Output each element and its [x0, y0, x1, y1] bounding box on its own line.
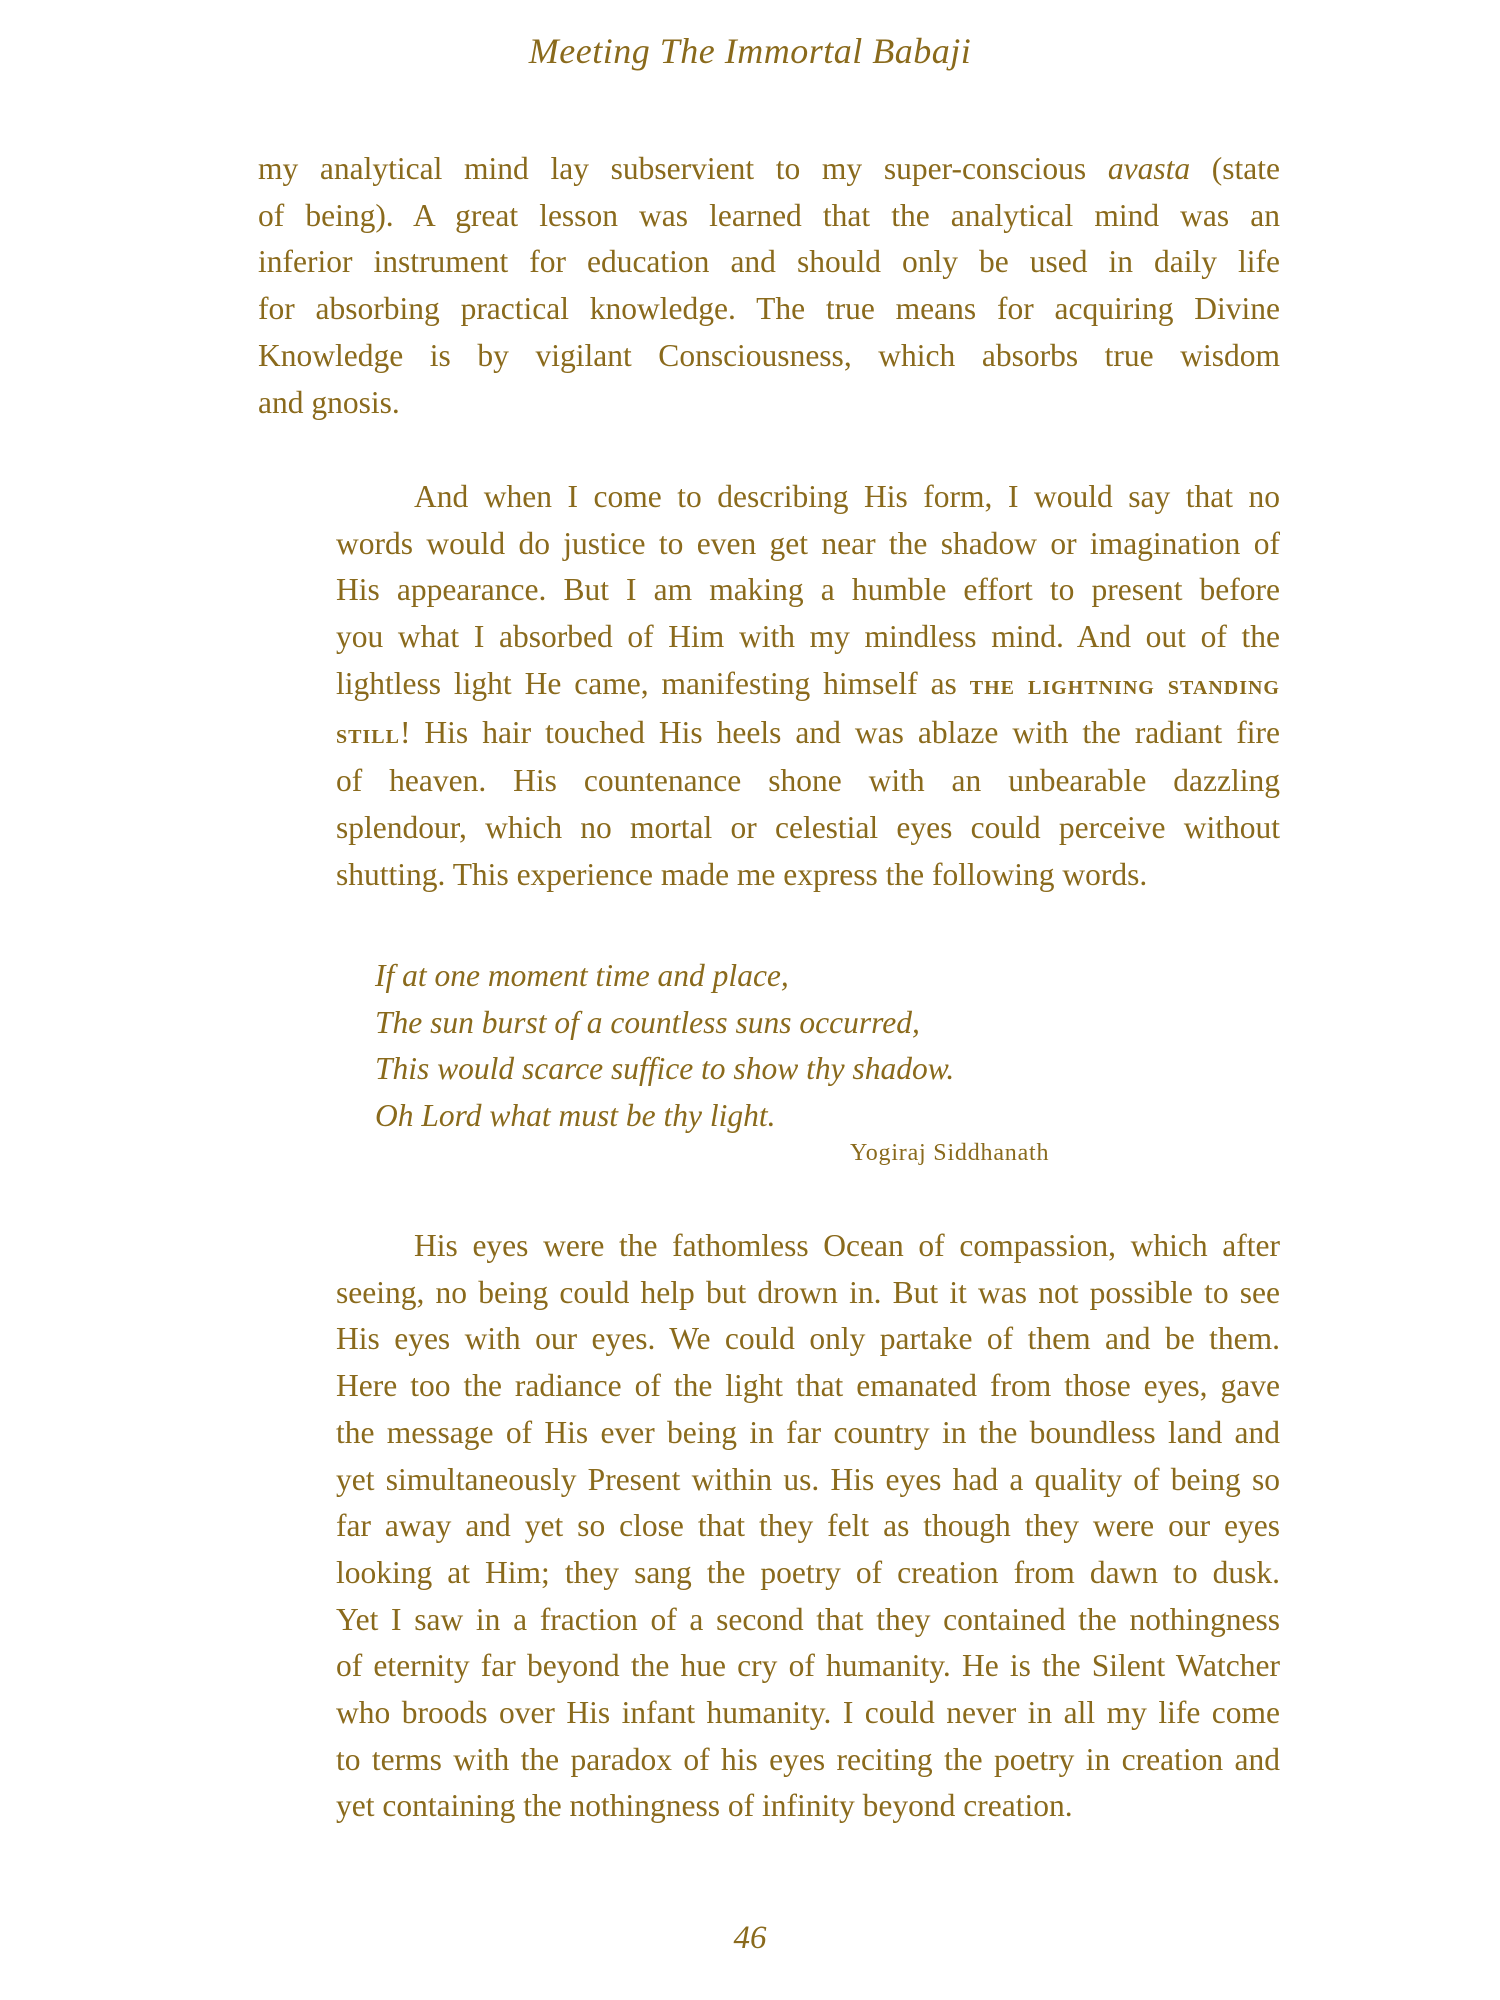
text-line: His appearance. But I am making a humble effort to present before: [336, 572, 1280, 608]
text-line: Here too the radiance of the light that emanated from those eyes, gave: [336, 1368, 1280, 1404]
text-line: far away and yet so close that they felt as though they were our eyes: [336, 1508, 1280, 1544]
text-line: Yet I saw in a fraction of a second that they contained the nothingness: [336, 1601, 1280, 1637]
text-line: His eyes with our eyes. We could only partake of them and be them.: [336, 1321, 1280, 1357]
text-line: looking at Him; they sang the poetry of creation from dawn to dusk.: [336, 1554, 1280, 1590]
text-line: words would do justice to even get near the shadow or imagination of: [336, 525, 1280, 561]
text-line: to terms with the paradox of his eyes reciting the poetry in creation and: [336, 1741, 1280, 1777]
paragraph-3: [258, 1223, 1280, 1830]
text-line: And when I come to describing His form, I would say that no: [414, 479, 1280, 514]
poem-line: If at one moment time and place,: [375, 958, 789, 993]
poem-line: The sun burst of a countless suns occurred,: [375, 1004, 920, 1040]
text-line: inferior instrument for education and should only be used in daily life: [258, 244, 1280, 280]
text-line: of heaven. His countenance shone with an unbearable dazzling: [336, 763, 1280, 799]
text-fragment: my analytical mind lay subservient to my super-conscious: [258, 151, 1108, 186]
text-line: the message of His ever being in far country in the boundless land and: [336, 1414, 1280, 1450]
text-line: seeing, no being could help but drown in. But it was not possible to see: [336, 1274, 1280, 1310]
text-fragment: lightless light He came, manifesting himself as: [336, 665, 970, 701]
text-line: [258, 710, 1280, 759]
text-line: shutting. This experience made me express the following words.: [336, 856, 1148, 892]
text-line: of eternity far beyond the hue cry of humanity. He is the Silent Watcher: [336, 1648, 1280, 1684]
text-line: [258, 146, 1280, 193]
poem-line: Oh Lord what must be thy light.: [375, 1097, 776, 1133]
text-line: Knowledge is by vigilant Consciousness, which absorbs true wisdom: [258, 337, 1280, 373]
poem-block: [375, 953, 1135, 1139]
paragraph-1: [258, 146, 1280, 426]
text-line: who broods over His infant humanity. I could never in all my life come: [336, 1695, 1280, 1731]
text-line: yet containing the nothingness of infinity beyond creation.: [336, 1788, 1073, 1824]
text-fragment: (state: [1190, 151, 1280, 186]
text-line: His eyes were the fathomless Ocean of compassion, which after: [414, 1228, 1280, 1263]
text-line: of being). A great lesson was learned that the analytical mind was an: [258, 197, 1280, 233]
text-line: [258, 661, 1280, 710]
text-line: you what I absorbed of Him with my mindless mind. And out of the: [336, 619, 1280, 655]
paragraph-2: [258, 474, 1280, 898]
text-line: and gnosis.: [258, 384, 400, 420]
poem-line: This would scarce suffice to show thy shadow.: [375, 1051, 955, 1086]
poem-attribution: Yogiraj Siddhanath: [850, 1140, 1050, 1166]
page-number: 46: [733, 1920, 767, 1956]
text-line: for absorbing practical knowledge. The true means for acquiring Divine: [258, 291, 1280, 327]
text-line: yet simultaneously Present within us. His eyes had a quality of being so: [336, 1461, 1280, 1497]
text-line: splendour, which no mortal or celestial eyes could perceive without: [336, 809, 1280, 845]
sanskrit-term: avasta: [1107, 151, 1191, 186]
running-title: Meeting The Immortal Babaji: [528, 31, 972, 71]
emphasis-smallcaps: still: [336, 718, 400, 750]
emphasis-smallcaps: the lightning standing: [969, 669, 1280, 701]
text-fragment: ! His hair touched His heels and was ablaze with the radiant fire: [399, 714, 1280, 750]
